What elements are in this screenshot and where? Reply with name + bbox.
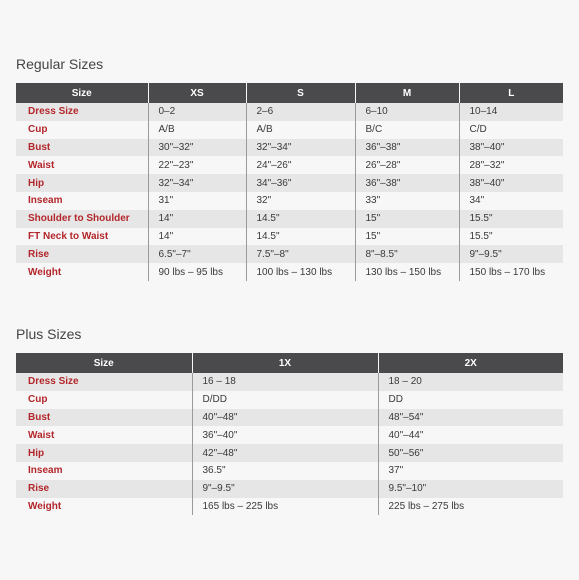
table-cell: 36"–38" <box>355 139 459 157</box>
table-cell: 150 lbs – 170 lbs <box>459 263 563 281</box>
table-cell: 225 lbs – 275 lbs <box>378 498 563 516</box>
row-label: Dress Size <box>16 373 192 391</box>
table-cell: 15" <box>355 228 459 246</box>
table-cell: 28"–32" <box>459 156 563 174</box>
row-label: Cup <box>16 391 192 409</box>
table-cell: 6.5"–7" <box>148 245 246 263</box>
table-cell: 14" <box>148 228 246 246</box>
size-header-l: L <box>459 83 563 103</box>
table-cell: 36"–38" <box>355 174 459 192</box>
table-cell: C/D <box>459 121 563 139</box>
table-row <box>16 263 563 281</box>
table-cell: 38"–40" <box>459 139 563 157</box>
table-cell: 14" <box>148 210 246 228</box>
table-cell: 26"–28" <box>355 156 459 174</box>
row-label: Weight <box>16 498 192 516</box>
table-cell: 15" <box>355 210 459 228</box>
row-label: Waist <box>16 156 148 174</box>
size-column-header: Size <box>16 83 148 103</box>
table-cell: 14.5" <box>246 228 355 246</box>
plus-sizes-title: Plus Sizes <box>16 326 82 342</box>
table-cell: 15.5" <box>459 228 563 246</box>
row-label: Cup <box>16 121 148 139</box>
table-row <box>16 174 563 192</box>
row-label: Rise <box>16 480 192 498</box>
table-cell: 10–14 <box>459 103 563 121</box>
table-cell: 100 lbs – 130 lbs <box>246 263 355 281</box>
table-cell: 33" <box>355 192 459 210</box>
table-cell: 24"–26" <box>246 156 355 174</box>
size-header-1x: 1X <box>192 353 378 373</box>
table-row <box>16 480 563 498</box>
table-cell: 34"–36" <box>246 174 355 192</box>
table-cell: 37" <box>378 462 563 480</box>
table-cell: 165 lbs – 225 lbs <box>192 498 378 516</box>
table-cell: 16 – 18 <box>192 373 378 391</box>
table-cell: 18 – 20 <box>378 373 563 391</box>
table-row <box>16 156 563 174</box>
table-cell: 48"–54" <box>378 409 563 427</box>
table-cell: 9"–9.5" <box>192 480 378 498</box>
row-label: Inseam <box>16 462 192 480</box>
table-cell: 34" <box>459 192 563 210</box>
row-label: Weight <box>16 263 148 281</box>
table-cell: 36"–40" <box>192 426 378 444</box>
table-cell: 32" <box>246 192 355 210</box>
table-cell: 22"–23" <box>148 156 246 174</box>
table-cell: 40"–44" <box>378 426 563 444</box>
header-row <box>16 83 563 103</box>
table-cell: 8"–8.5" <box>355 245 459 263</box>
table-cell: 40"–48" <box>192 409 378 427</box>
size-column-header: Size <box>16 353 192 373</box>
table-row <box>16 192 563 210</box>
regular-sizes-title: Regular Sizes <box>16 56 104 72</box>
row-label: Hip <box>16 174 148 192</box>
table-cell: 31" <box>148 192 246 210</box>
table-cell: A/B <box>148 121 246 139</box>
plus-size-table <box>16 353 563 515</box>
table-cell: 38"–40" <box>459 174 563 192</box>
table-row <box>16 210 563 228</box>
size-header-s: S <box>246 83 355 103</box>
table-row <box>16 245 563 263</box>
table-row <box>16 498 563 516</box>
row-label: Bust <box>16 139 148 157</box>
table-row <box>16 103 563 121</box>
table-cell: 2–6 <box>246 103 355 121</box>
header-row <box>16 353 563 373</box>
regular-size-table <box>16 83 563 281</box>
table-row <box>16 462 563 480</box>
row-label: Bust <box>16 409 192 427</box>
table-cell: 15.5" <box>459 210 563 228</box>
table-cell: 14.5" <box>246 210 355 228</box>
table-cell: 0–2 <box>148 103 246 121</box>
table-cell: A/B <box>246 121 355 139</box>
row-label: Dress Size <box>16 103 148 121</box>
table-row <box>16 444 563 462</box>
table-cell: 30"–32" <box>148 139 246 157</box>
row-label: Waist <box>16 426 192 444</box>
table-row <box>16 426 563 444</box>
table-cell: 130 lbs – 150 lbs <box>355 263 459 281</box>
size-header-xs: XS <box>148 83 246 103</box>
table-row <box>16 228 563 246</box>
table-cell: 50"–56" <box>378 444 563 462</box>
table-row <box>16 391 563 409</box>
table-cell: 7.5"–8" <box>246 245 355 263</box>
table-cell: 6–10 <box>355 103 459 121</box>
table-row <box>16 373 563 391</box>
row-label: Rise <box>16 245 148 263</box>
row-label: Hip <box>16 444 192 462</box>
table-cell: 42"–48" <box>192 444 378 462</box>
row-label: FT Neck to Waist <box>16 228 148 246</box>
table-cell: D/DD <box>192 391 378 409</box>
table-row <box>16 139 563 157</box>
size-header-m: M <box>355 83 459 103</box>
row-label: Inseam <box>16 192 148 210</box>
size-header-2x: 2X <box>378 353 563 373</box>
table-cell: B/C <box>355 121 459 139</box>
table-cell: 32"–34" <box>246 139 355 157</box>
table-cell: 9"–9.5" <box>459 245 563 263</box>
row-label: Shoulder to Shoulder <box>16 210 148 228</box>
table-cell: 36.5" <box>192 462 378 480</box>
table-row <box>16 121 563 139</box>
table-cell: 9.5"–10" <box>378 480 563 498</box>
table-cell: 90 lbs – 95 lbs <box>148 263 246 281</box>
table-row <box>16 409 563 427</box>
table-cell: DD <box>378 391 563 409</box>
table-cell: 32"–34" <box>148 174 246 192</box>
